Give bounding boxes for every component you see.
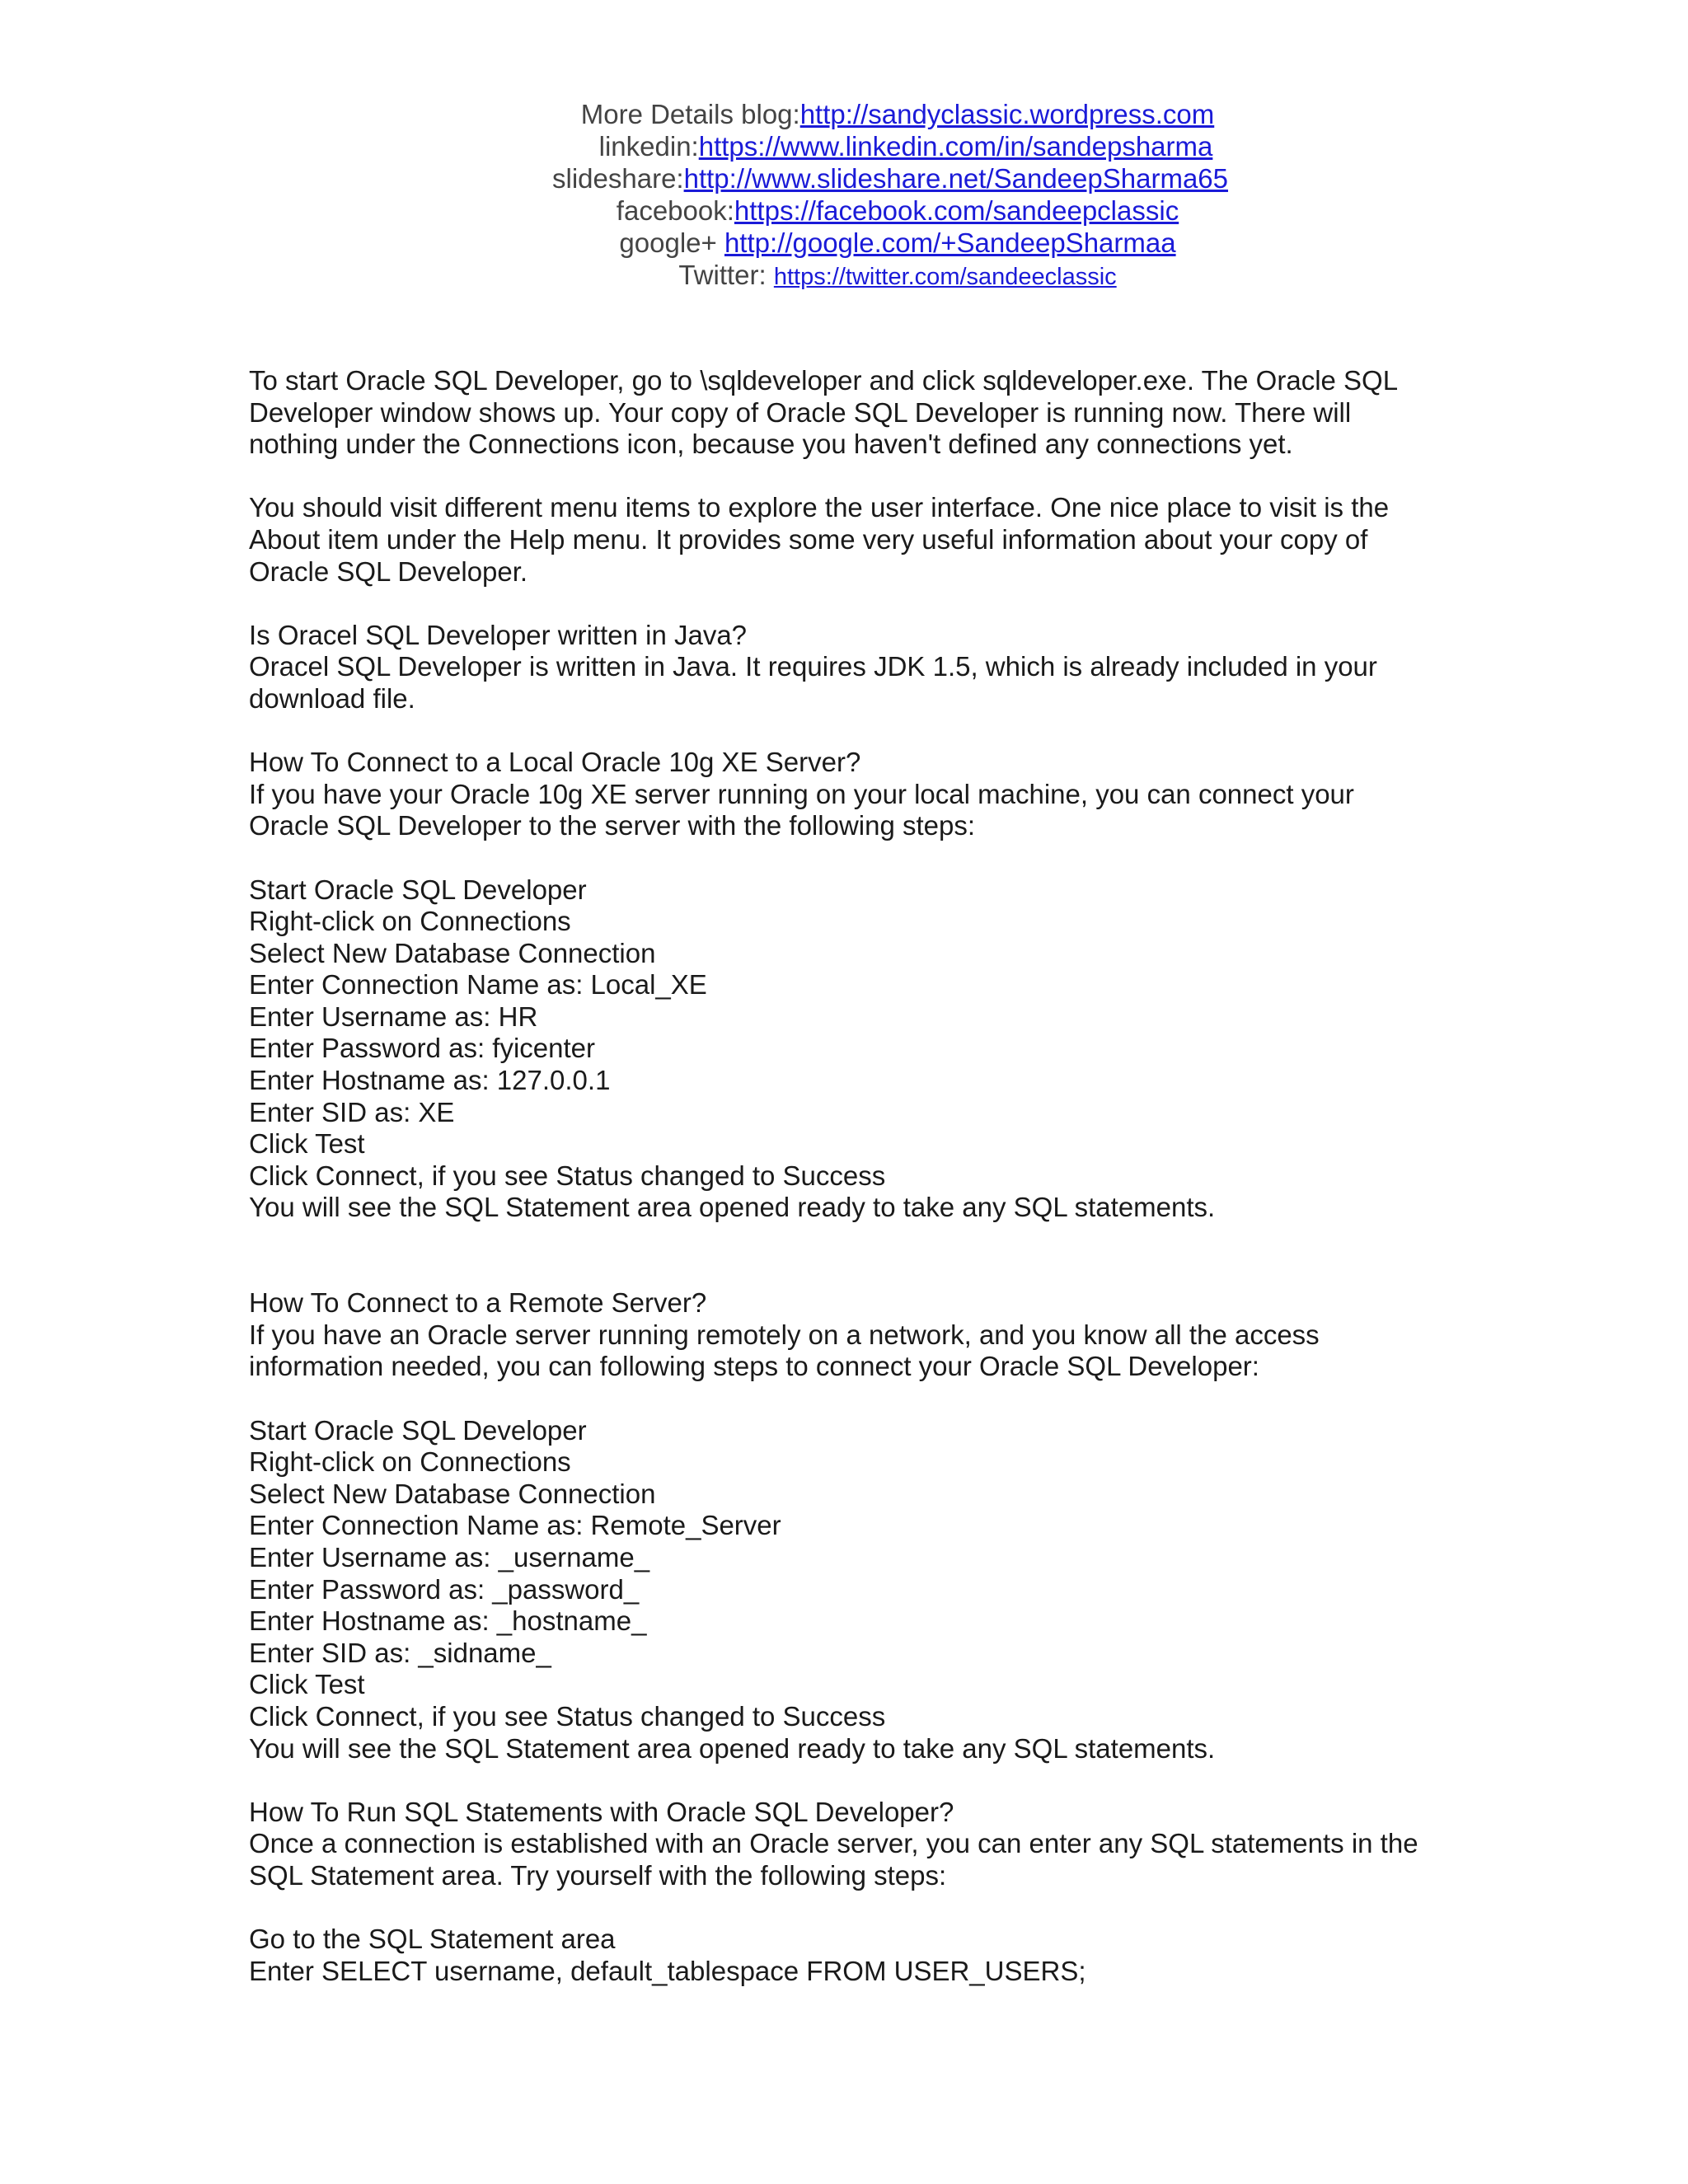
text-line: Click Test — [249, 1128, 365, 1160]
text-line: Enter SID as: _sidname_ — [249, 1637, 551, 1668]
text-line: Enter Hostname as: 127.0.0.1 — [249, 1065, 611, 1096]
text-line: Oracle SQL Developer to the server with the following steps: — [249, 810, 976, 841]
text-line — [249, 715, 1485, 748]
text-line — [249, 1765, 1485, 1797]
document-body — [249, 365, 1485, 1987]
text-line: Oracle SQL Developer. — [249, 555, 528, 587]
text-line: About item under the Help menu. It provides some very useful information about your copy of — [249, 523, 1368, 555]
text-line: If you have your Oracle 10g XE server running on your local machine, you can connect your — [249, 778, 1354, 809]
text-line: Right-click on Connections — [249, 906, 571, 937]
slideshare-label: slideshare: — [552, 163, 684, 194]
text-line — [249, 588, 1485, 620]
text-line: Enter Hostname as: _hostname_ — [249, 1605, 647, 1637]
text-line: download file. — [249, 682, 415, 714]
text-line: How To Run SQL Statements with Oracle SQL Developer? — [249, 1796, 954, 1827]
text-line: Right-click on Connections — [249, 1446, 571, 1478]
linkedin-line — [124, 130, 1688, 162]
text-line: Developer window shows up. Your copy of Oracle SQL Developer is running now. There will — [249, 396, 1352, 428]
text-line: Enter Password as: fyicenter — [249, 1033, 596, 1064]
text-line: Click Connect, if you see Status changed to Success — [249, 1700, 886, 1732]
contact-links-header — [0, 98, 1688, 293]
text-line: Click Connect, if you see Status changed to Success — [249, 1160, 886, 1191]
text-line: How To Connect to a Remote Server? — [249, 1287, 707, 1319]
text-line — [249, 842, 1485, 874]
text-line: Once a connection is established with an Oracle server, you can enter any SQL statements in the — [249, 1828, 1418, 1859]
text-line — [249, 1256, 1485, 1288]
facebook-line — [107, 194, 1688, 227]
slideshare-link[interactable]: http://www.slideshare.net/SandeepSharma65 — [683, 163, 1228, 194]
text-line — [249, 1383, 1485, 1415]
twitter-label: Twitter: — [678, 260, 774, 290]
google-label: google+ — [619, 227, 724, 258]
text-line — [249, 1224, 1485, 1256]
linkedin-label: linkedin: — [598, 131, 699, 162]
text-line: You should visit different menu items to explore the user interface. One nice place to visit is the — [249, 492, 1390, 523]
text-line: information needed, you can following steps to connect your Oracle SQL Developer: — [249, 1351, 1259, 1382]
text-line: Enter Password as: _password_ — [249, 1573, 640, 1605]
text-line: Select New Database Connection — [249, 1478, 656, 1509]
slideshare-line — [92, 162, 1688, 194]
blog-label: More Details blog: — [580, 99, 800, 129]
text-line: nothing under the Connections icon, because you haven't defined any connections yet. — [249, 429, 1293, 460]
text-line: Enter SID as: XE — [249, 1096, 455, 1127]
twitter-line — [107, 259, 1688, 293]
text-line: Enter Connection Name as: Remote_Server — [249, 1510, 781, 1541]
linkedin-link[interactable]: https://www.linkedin.com/in/sandepsharma — [698, 131, 1213, 162]
text-line: How To Connect to a Local Oracle 10g XE Server? — [249, 747, 861, 778]
text-line: You will see the SQL Statement area opened ready to take any SQL statements. — [249, 1192, 1216, 1223]
text-line: Enter SELECT username, default_tablespace FROM USER_USERS; — [249, 1955, 1086, 1986]
text-line: Oracel SQL Developer is written in Java. It requires JDK 1.5, which is already included in your — [249, 651, 1377, 682]
text-line: Start Oracle SQL Developer — [249, 874, 587, 905]
text-line — [249, 1892, 1485, 1924]
text-line: Enter Username as: _username_ — [249, 1541, 650, 1572]
google-line — [107, 227, 1688, 259]
text-line — [249, 461, 1485, 493]
text-line: Enter Username as: HR — [249, 1001, 538, 1032]
text-line: Start Oracle SQL Developer — [249, 1414, 587, 1446]
google-link[interactable]: http://google.com/+SandeepSharmaa — [724, 227, 1176, 258]
text-line: Enter Connection Name as: Local_XE — [249, 969, 707, 1001]
facebook-link[interactable]: https://facebook.com/sandeepclassic — [734, 195, 1179, 226]
text-line: You will see the SQL Statement area opened ready to take any SQL statements. — [249, 1732, 1216, 1764]
text-line: Click Test — [249, 1669, 365, 1700]
text-line: Select New Database Connection — [249, 937, 656, 968]
facebook-label: facebook: — [616, 195, 734, 226]
text-line: If you have an Oracle server running remotely on a network, and you know all the access — [249, 1319, 1320, 1350]
text-line: To start Oracle SQL Developer, go to \sqldeveloper and click sqldeveloper.exe. The Oracle SQL — [249, 365, 1399, 396]
blog-line — [107, 98, 1688, 130]
text-line: Go to the SQL Statement area — [249, 1924, 616, 1955]
text-line: SQL Statement area. Try yourself with the following steps: — [249, 1859, 947, 1891]
twitter-link[interactable]: https://twitter.com/sandeeclassic — [773, 264, 1117, 290]
text-line: Is Oracel SQL Developer written in Java? — [249, 619, 748, 650]
blog-link[interactable]: http://sandyclassic.wordpress.com — [799, 99, 1215, 129]
